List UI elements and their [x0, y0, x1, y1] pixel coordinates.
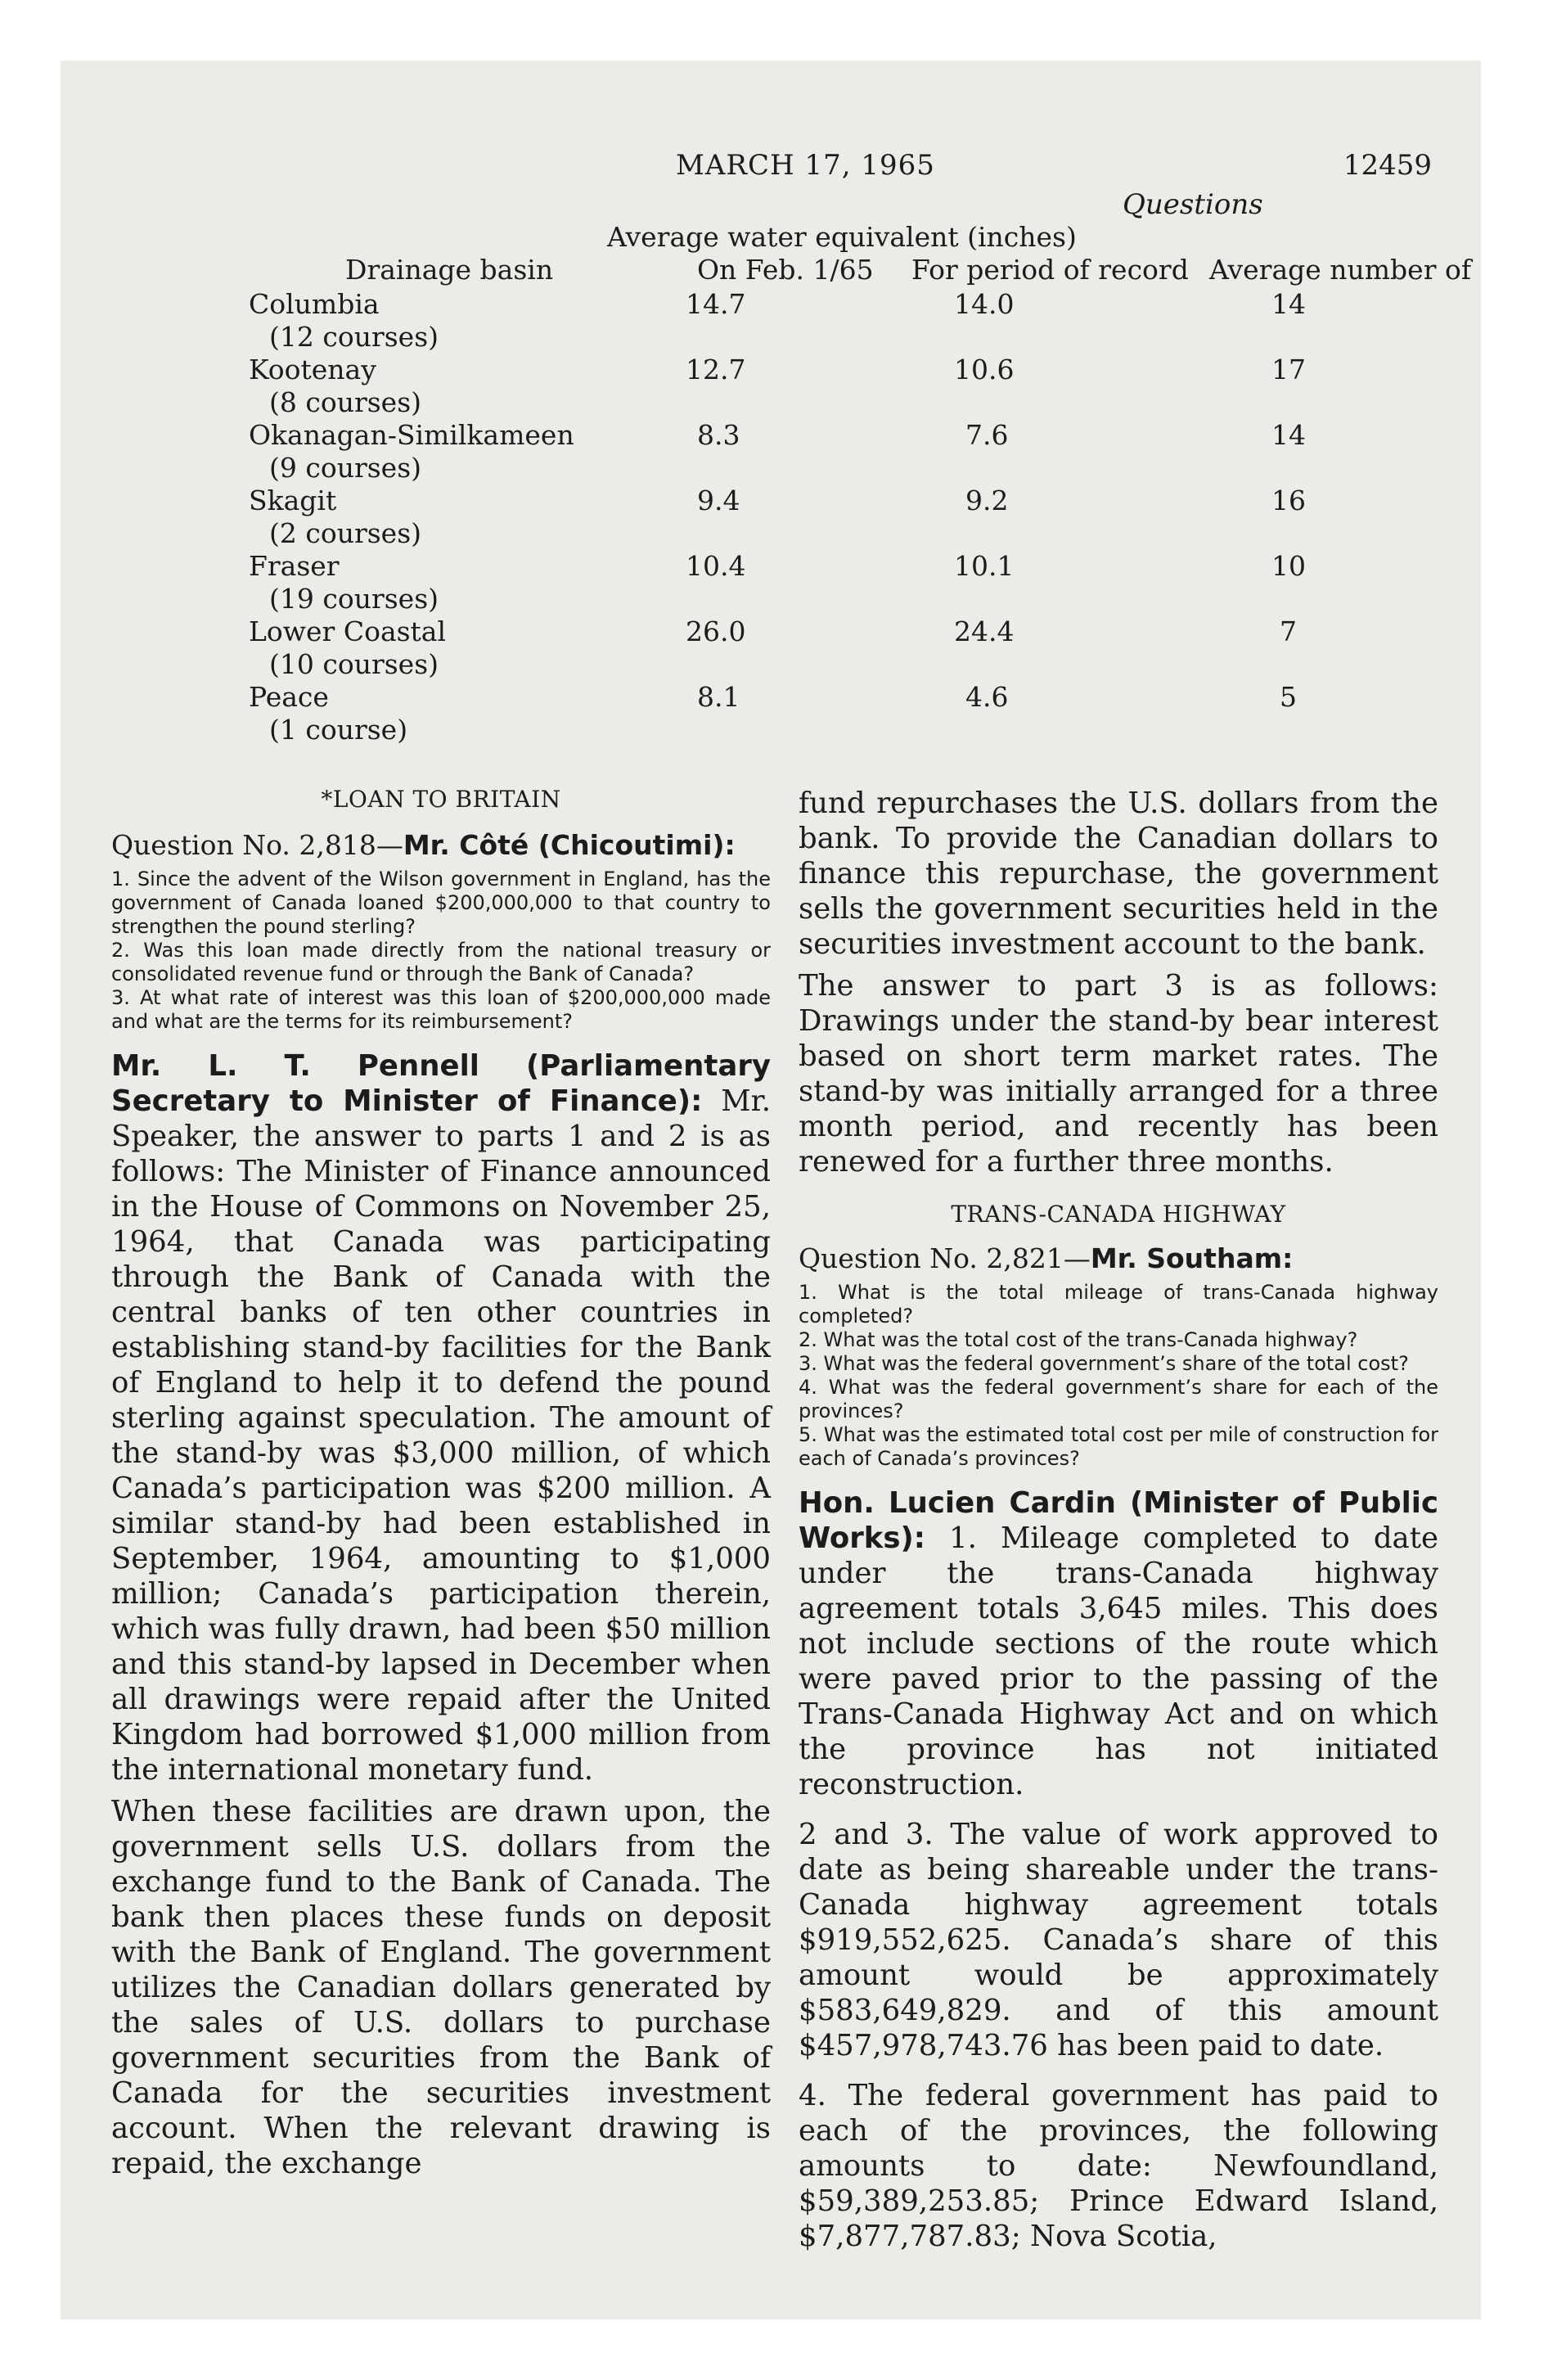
answer-text: Mr. Speaker, the answer to parts 1 and 2 is as follows: The Minister of Finance announced in the House of Commons on November 25, 1964, that Canada was participating through the Bank of Canada with the central banks of ten other countries in establishing stand-by facilities for the Bank of England to help it to defend the pound sterling against speculation. The amount of the stand-by was $3,000 million, of which Canada’s participation was $200 million. A similar stand-by had been established in September, 1964, amounting to $1,000 million; Canada’s participation therein, which was fully drawn, had been $50 million and this stand-by lapsed in December when all drawings were repaid after the United Kingdom had borrowed $1,000 million from the international monetary fund.	[111, 1084, 771, 1787]
table-row-feb: 8.3	[697, 419, 740, 451]
answer-paragraph	[799, 1485, 1438, 1802]
table-row-feb: 10.4	[686, 550, 746, 582]
table-row-feb: 9.4	[697, 485, 740, 516]
right-column	[799, 786, 1438, 2254]
question-item: 2. What was the total cost of the trans-Canada highway?	[799, 1328, 1358, 1351]
column-header-feb: On Feb. 1/65	[697, 254, 874, 286]
table-row-courses: (12 courses)	[269, 321, 439, 353]
answer-paragraph: When these facilities are drawn upon, the government sells U.S. dollars from the exchange fund to the Bank of Canada. The bank then places these funds on deposit with the Bank of England. The government utilizes the Canadian dollars generated by the sales of U.S. dollars to purchase government securities from the Bank of Canada for the securities investment account. When the relevant drawing is repaid, the exchange	[111, 1795, 771, 2180]
table-row-feb: 8.1	[697, 681, 740, 713]
page-number: 12459	[1343, 149, 1432, 182]
question-item: 1. What is the total mileage of trans-Canada highway completed?	[799, 1281, 1438, 1327]
table-row-courses: (8 courses)	[269, 386, 422, 418]
table-row-courses: (2 courses)	[269, 517, 422, 549]
table-row-count: 10	[1271, 550, 1306, 582]
answer-paragraph: The answer to part 3 is as follows: Drawings under the stand-by bear interest based on short term market rates. The stand-by was initially arranged for a three month period, and recently has been renewed for a further three months.	[799, 969, 1438, 1179]
question-number: Question No. 2,821—	[799, 1242, 1091, 1274]
header-date: MARCH 17, 1965	[676, 149, 935, 182]
answer-speaker: Hon. Lucien Cardin (Minister of Public Works):	[799, 1486, 1438, 1555]
question-item: 3. What was the federal government’s share of the total cost?	[799, 1352, 1409, 1375]
answer-paragraph: 2 and 3. The value of work approved to date as being shareable under the trans-Canada highway agreement totals $919,552,625. Canada’s share of this amount would be approximately $583,649,829. and of this amount $457,978,743.76 has been paid to date.	[799, 1818, 1438, 2062]
column-header-record: For period of record	[911, 254, 1189, 286]
table-row-record: 14.0	[954, 288, 1015, 320]
table-row-count: 16	[1271, 485, 1306, 516]
column-header-basin: Drainage basin	[345, 254, 554, 286]
question-item: 5. What was the estimated total cost per mile of construction for each of Canada’s provinces?	[799, 1423, 1438, 1470]
table-row-count: 14	[1271, 288, 1306, 320]
table-row-record: 7.6	[965, 419, 1009, 451]
table-row-feb: 14.7	[686, 288, 746, 320]
question-item: 1. Since the advent of the Wilson government in England, has the government of Canada loaned $200,000,000 to that country to strengthen the pound sterling?	[111, 868, 771, 938]
table-row-basin: Okanagan-Similkameen	[249, 419, 574, 451]
question-item: 4. What was the federal government’s share for each of the provinces?	[799, 1376, 1438, 1422]
table-group-header: Average water equivalent (inches)	[607, 221, 1077, 253]
left-column	[111, 786, 771, 2181]
question-item: 3. At what rate of interest was this loan of $200,000,000 made and what are the terms for its reimbursement?	[111, 986, 771, 1033]
table-row-basin: Peace	[249, 681, 329, 713]
question-line	[111, 829, 771, 861]
section-label: Questions	[1123, 188, 1263, 221]
table-row-courses: (1 course)	[269, 714, 408, 746]
answer-paragraph: 4. The federal government has paid to each of the provinces, the following amounts to date: Newfoundland, $59,389,253.85; Prince Edward Island, $7,877,787.83; Nova Scotia,	[799, 2079, 1438, 2253]
table-row-count: 5	[1280, 681, 1297, 713]
section-heading: *LOAN TO BRITAIN	[321, 786, 561, 813]
table-row-courses: (9 courses)	[269, 452, 422, 484]
table-row-basin: Fraser	[249, 550, 340, 582]
table-row-feb: 12.7	[686, 354, 746, 385]
question-member: Mr. Southam:	[1090, 1242, 1294, 1274]
page-scan	[61, 61, 1481, 2319]
column-header-count: Average number of	[1209, 254, 1472, 286]
table-row-record: 24.4	[954, 615, 1015, 647]
table-row-record: 4.6	[965, 681, 1009, 713]
table-row-courses: (19 courses)	[269, 583, 439, 615]
table-row-record: 10.6	[954, 354, 1015, 385]
table-row-count: 7	[1280, 615, 1297, 647]
answer-paragraph: fund repurchases the U.S. dollars from the bank. To provide the Canadian dollars to finance this repurchase, the government sells the government securities held in the securities investment account to the bank.	[799, 787, 1438, 961]
question-item: 2. Was this loan made directly from the national treasury or consolidated revenue fund or through the Bank of Canada?	[111, 939, 771, 985]
table-row-basin: Kootenay	[249, 354, 376, 385]
table-row-feb: 26.0	[686, 615, 746, 647]
table-row-basin: Lower Coastal	[249, 615, 447, 647]
question-line	[799, 1242, 1438, 1274]
table-row-basin: Columbia	[249, 288, 380, 320]
table-row-count: 14	[1271, 419, 1306, 451]
answer-paragraph	[111, 1048, 771, 1787]
table-row-courses: (10 courses)	[269, 648, 439, 680]
table-row-count: 17	[1271, 354, 1306, 385]
answer-speaker: Mr. L. T. Pennell (Parliamentary Secretary to Minister of Finance):	[111, 1049, 771, 1118]
table-row-record: 9.2	[965, 485, 1009, 516]
table-row-record: 10.1	[954, 550, 1015, 582]
table-row-basin: Skagit	[249, 485, 337, 516]
section-heading: TRANS-CANADA HIGHWAY	[951, 1201, 1286, 1228]
question-number: Question No. 2,818—	[111, 829, 403, 861]
question-member: Mr. Côté (Chicoutimi):	[403, 829, 736, 861]
answer-text: 1. Mileage completed to date under the trans-Canada highway agreement totals 3,645 miles. This does not include sections of the route which were paved prior to the passing of the Trans-Canada Highway Act and on which the province has not initiated reconstruction.	[799, 1521, 1439, 1801]
